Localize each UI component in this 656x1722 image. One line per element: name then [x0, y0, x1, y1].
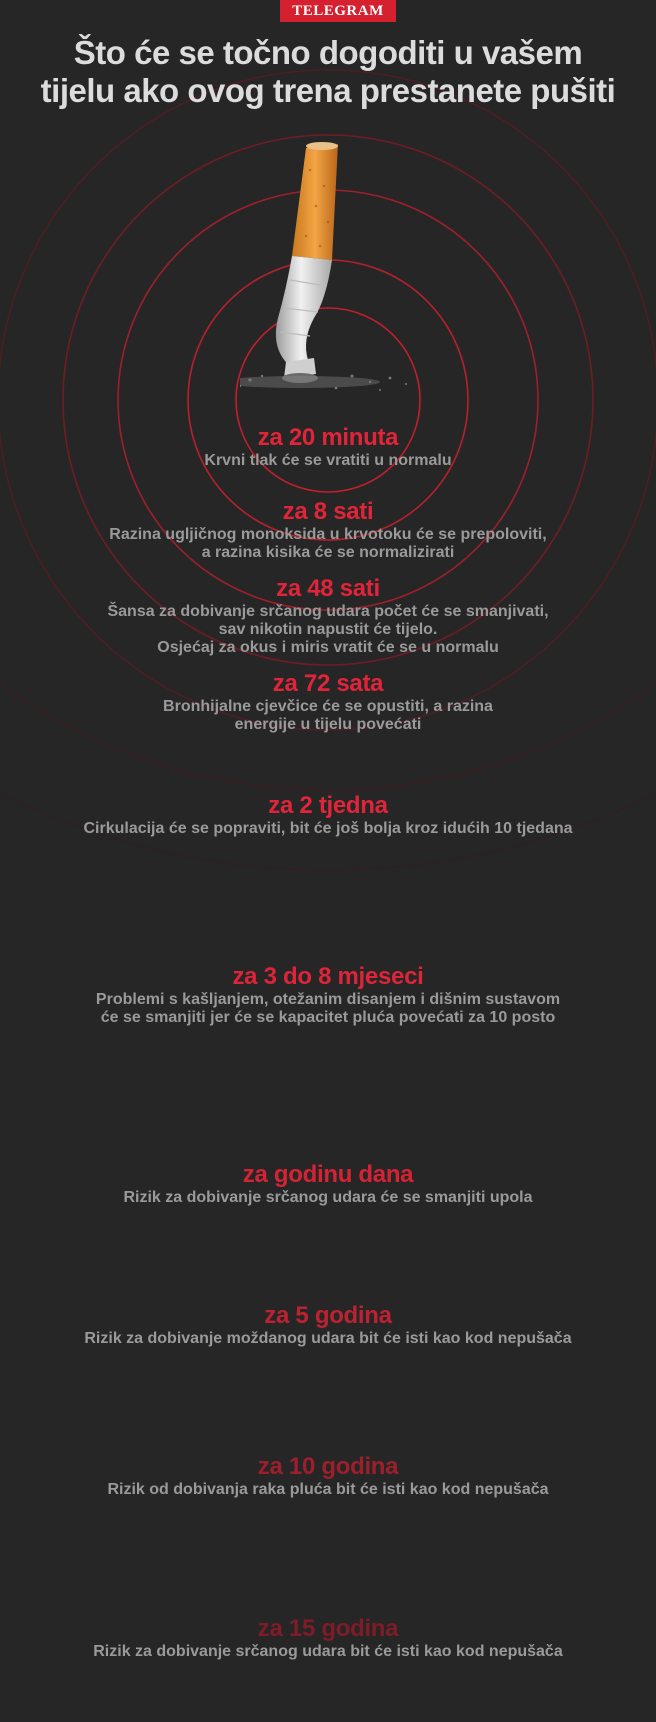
timeline-stage-10-years: [40, 1453, 616, 1499]
timeline-stage-5-years: [40, 1302, 616, 1348]
timeline-stage-48-hours: [40, 575, 616, 657]
stage-description: Rizik za dobivanje srčanog udara će se smanjiti upola: [123, 1189, 533, 1206]
stage-title: za 5 godina: [264, 1302, 392, 1329]
stage-description: Krvni tlak će se vratiti u normalu: [204, 452, 452, 469]
stage-description: Rizik od dobivanja raka pluća bit će isti kao kod nepušača: [107, 1481, 549, 1498]
timeline-stage-20-minutes: [40, 424, 616, 470]
timeline-stage-3-to-8-months: [40, 963, 616, 1027]
stage-description: Rizik za dobivanje srčanog udara bit će isti kao kod nepušača: [93, 1643, 563, 1660]
stage-description: Šansa za dobivanje srčanog udara počet će se smanjivati, sav nikotin napustit će tijelo. Osjećaj za okus i miris vratit će se u normalu: [107, 603, 549, 656]
timeline-stage-72-hours: [40, 670, 616, 734]
page-title-line-2: tijelu ako ovog trena prestanete pušiti: [40, 72, 616, 109]
timeline-stage-8-hours: [40, 498, 616, 562]
stage-description: Rizik za dobivanje moždanog udara bit će isti kao kod nepušača: [84, 1330, 572, 1347]
page-title-line-1: Što će se točno dogoditi u vašem: [73, 34, 583, 71]
stage-description: Bronhijalne cjevčice će se opustiti, a razina energije u tijelu povećati: [163, 698, 493, 733]
stage-title: za 2 tjedna: [268, 792, 388, 819]
stage-title: za 20 minuta: [257, 424, 399, 451]
stage-title: za 3 do 8 mjeseci: [232, 963, 424, 990]
timeline-stage-15-years: [40, 1615, 616, 1661]
stage-title: za 10 godina: [257, 1453, 399, 1480]
timeline-stage-1-year: [40, 1161, 616, 1207]
telegram-logo[interactable]: TELEGRAM: [280, 0, 396, 22]
stage-description: Razina ugljičnog monoksida u krvotoku će se prepoloviti, a razina kisika će se normalizirati: [109, 526, 547, 561]
stage-title: za godinu dana: [242, 1161, 414, 1188]
stage-title: za 72 sata: [272, 670, 384, 697]
stage-title: za 48 sati: [276, 575, 380, 602]
cigarette-butt-icon: [240, 140, 450, 420]
stage-description: Cirkulacija će se popraviti, bit će još bolja kroz idućih 10 tjedana: [83, 820, 573, 837]
stage-title: za 15 godina: [257, 1615, 399, 1642]
stage-description: Problemi s kašljanjem, otežanim disanjem i dišnim sustavom će se smanjiti jer će se kapacitet pluća povećati za 10 posto: [95, 991, 561, 1026]
stage-title: za 8 sati: [282, 498, 374, 525]
page-title: [20, 34, 636, 110]
timeline-stage-2-weeks: [40, 792, 616, 838]
